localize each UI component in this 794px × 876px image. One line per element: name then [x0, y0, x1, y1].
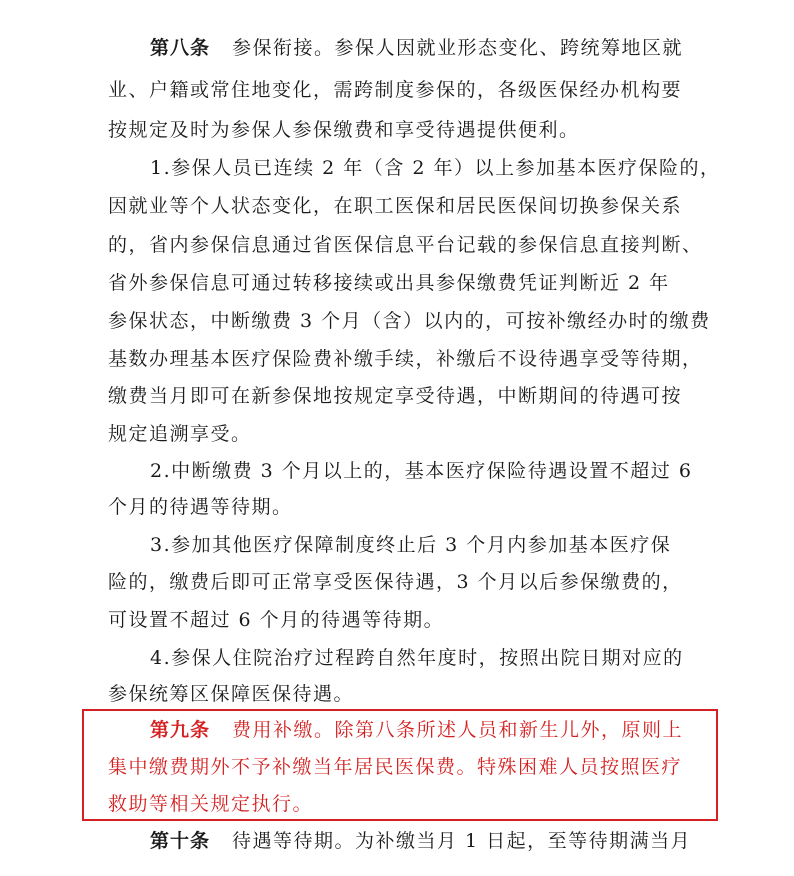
article-9-line-2: 集中缴费期外不予补缴当年居民医保费。特殊困难人员按照医疗 [108, 756, 683, 778]
item-4-line-2: 参保统筹区保障医保待遇。 [108, 683, 355, 705]
item-1-line-2: 因就业等个人状态变化，在职工医保和居民医保间切换参保关系 [108, 195, 683, 217]
article-8-label: 第八条 [150, 37, 211, 59]
item-3-line-2: 险的，缴费后即可正常享受医保待遇，3 个月以后参保缴费的， [108, 571, 683, 593]
article-9-line-3: 救助等相关规定执行。 [108, 793, 314, 815]
item-2-line-2: 个月的待遇等待期。 [108, 496, 293, 518]
article-10-text: 待遇等待期。为补缴当月 1 日起，至等待期满当月 [232, 830, 692, 852]
article-8-line-3: 按规定及时为参保人参保缴费和享受待遇提供便利。 [108, 119, 580, 141]
article-9-label: 第九条 [150, 719, 211, 741]
article-9-text: 费用补缴。除第八条所述人员和新生儿外，原则上 [232, 719, 684, 741]
item-3-line-3: 可设置不超过 6 个月的待遇等待期。 [108, 609, 445, 631]
article-10-line-1 [150, 823, 700, 859]
item-3-line-1: 3.参加其他医疗保障制度终止后 3 个月内参加基本医疗保 [150, 534, 672, 556]
item-1-line-7: 缴费当月即可在新参保地按规定享受待遇，中断期间的待遇可按 [108, 385, 683, 407]
item-1-line-5: 参保状态，中断缴费 3 个月（含）以内的，可按补缴经办时的缴费 [108, 310, 711, 332]
article-10-label: 第十条 [150, 830, 211, 852]
article-8-text: 参保衔接。参保人因就业形态变化、跨统筹地区就 [232, 37, 684, 59]
article-8-line-1 [150, 30, 700, 66]
item-1-line-3: 的，省内参保信息通过省医保信息平台记载的参保信息直接判断、 [108, 234, 703, 256]
item-4-line-1: 4.参保人住院治疗过程跨自然年度时，按照出院日期对应的 [150, 647, 684, 669]
item-1-line-1: 1.参保人员已连续 2 年（含 2 年）以上参加基本医疗保险的， [150, 157, 721, 179]
article-8-line-2: 业、户籍或常住地变化，需跨制度参保的，各级医保经办机构要 [108, 79, 683, 101]
item-1-line-6: 基数办理基本医疗保险费补缴手续，补缴后不设待遇享受等待期， [108, 348, 703, 370]
article-9-line-1 [150, 712, 700, 748]
item-2-line-1: 2.中断缴费 3 个月以上的，基本医疗保险待遇设置不超过 6 [150, 460, 693, 482]
item-1-line-4: 省外参保信息可通过转移接续或出具参保缴费凭证判断近 2 年 [108, 272, 670, 294]
item-1-line-8: 规定追溯享受。 [108, 423, 252, 445]
